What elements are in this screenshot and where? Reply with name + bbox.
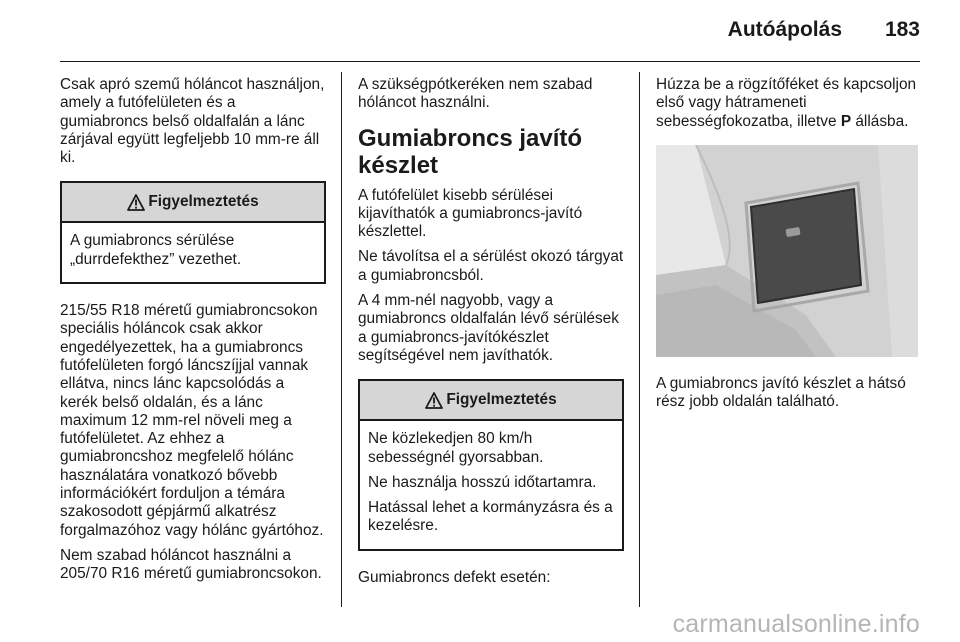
header-divider [60,61,920,62]
page-header [0,0,960,62]
paragraph: Gumiabroncs defekt esetén: [358,568,551,586]
gear-position-p: P [840,112,852,130]
paragraph-text: Húzza be a rögzítőféket és kapcsoljon első vagy hátrameneti sebességfokozatba, illetve [656,76,917,130]
column-divider [639,72,640,607]
warning-body [62,223,324,282]
paragraph-text: állásba. [855,112,909,130]
warning-text: Ne használja hosszú időtartamra. [368,473,597,491]
warning-text: Ne közlekedjen 80 km/h sebességnél gyorsabban. [368,430,544,466]
warning-title: Figyelmeztetés [446,391,557,409]
watermark: carmanualsonline.info [672,610,920,638]
trunk-photo [656,145,918,357]
paragraph: Ne távolítsa el a sérülést okozó tárgyat a gumiabroncsból. [358,248,624,284]
column-3 [656,76,924,418]
paragraph: 215/55 R18 méretű gumiabroncsokon speciális hóláncok csak akkor engedélyezettek, ha a gumiabroncs futófelületen forgó láncszíjjal vannak ellátva, nincs lánc kapcsolódás a kerék belső oldalán, és a lánc maximum 12 mm-rel növeli meg a futófelületet. Az ehhez a gumiabroncshoz megfelelő hólánc használatára vonatkozó bővebb információkért forduljon a témára szakosodott gépjármű alkatrész forgalmazóhoz vagy hólánc gyártóhoz. [60,302,324,539]
paragraph: A 4 mm-nél nagyobb, vagy a gumiabroncs oldalfalán lévő sérülések a gumiabroncs-javítókészlet segítségével nem javíthatók. [358,292,619,364]
warning-header [62,183,324,223]
warning-box [358,379,624,550]
warning-text: Hatással lehet a kormányzásra és a kezelésre. [368,499,613,535]
paragraph: Nem szabad hóláncot használni a 205/70 R16 méretű gumiabroncsokon. [60,546,322,583]
paragraph: A futófelület kisebb sérülései kijavíthatók a gumiabroncs-javító készlettel. [358,186,583,241]
warning-title: Figyelmeztetés [148,193,259,211]
image-caption: A gumiabroncs javító készlet a hátsó rész jobb oldalán található. [656,374,906,411]
header-title: Autóápolás [727,18,842,41]
warning-text: A gumiabroncs sérülése „durrdefekthez” vezethet. [70,232,242,268]
column-divider [341,72,342,607]
trunk-illustration [656,145,918,357]
warning-box [60,181,326,284]
warning-triangle-icon [425,392,443,409]
warning-body [360,421,622,548]
paragraph [656,76,924,131]
paragraph: Csak apró szemű hóláncot használjon, amely a futófelületen és a gumiabroncs belső oldalfalán a lánc zárjával együtt legfeljebb 10 mm-re áll ki. [60,76,325,167]
paragraph: A szükségpótkeréken nem szabad hóláncot használni. [358,76,593,112]
page-number: 183 [884,18,920,41]
warning-header [360,381,622,421]
column-2 [358,76,624,594]
warning-triangle-icon [127,194,145,211]
column-1 [60,76,326,591]
section-heading: Gumiabroncs javító készlet [358,124,583,179]
